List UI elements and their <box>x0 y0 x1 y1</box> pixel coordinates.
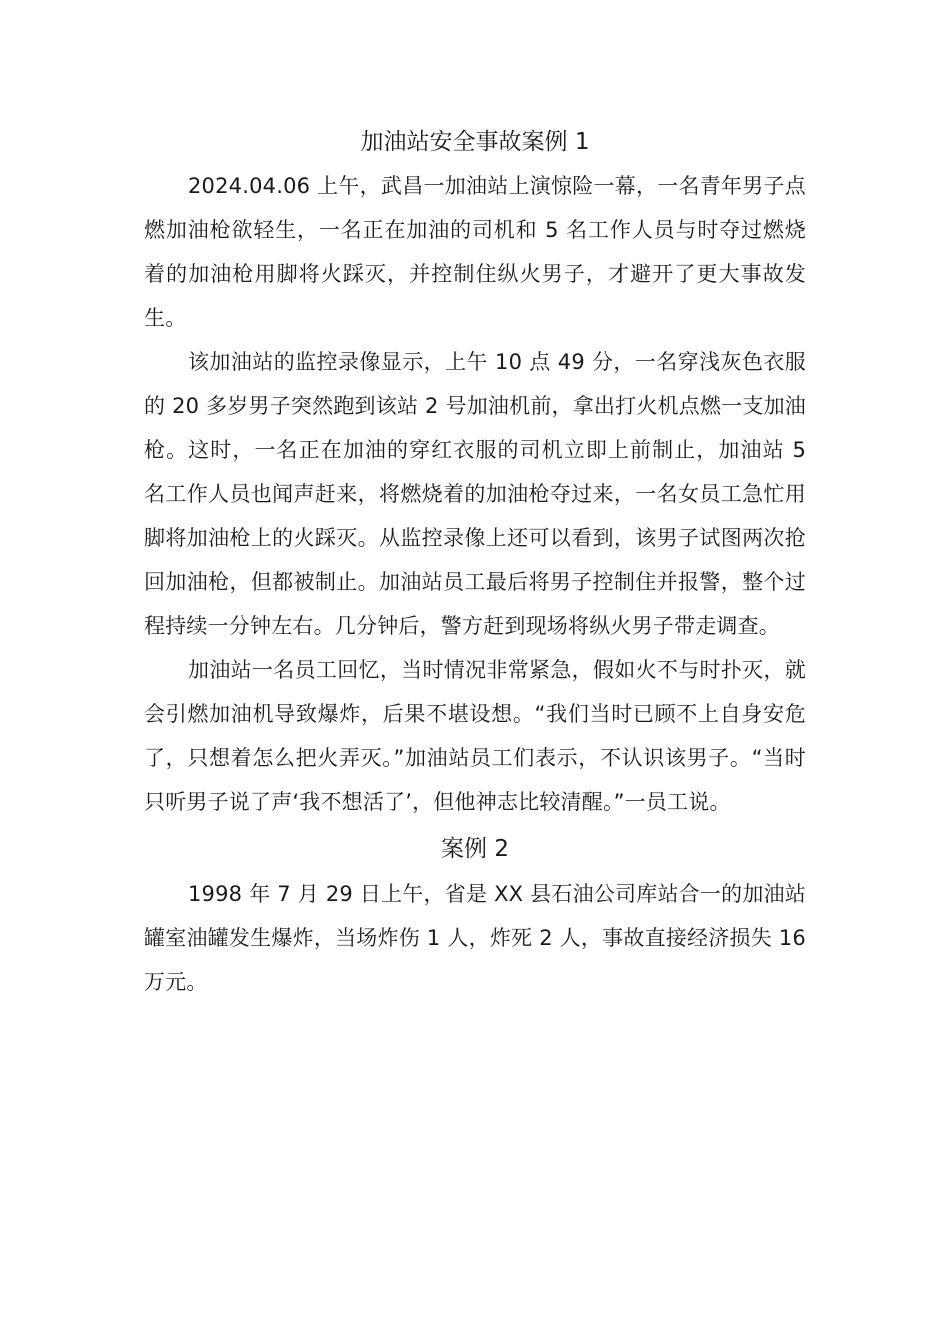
case1-paragraph-3: 加油站一名员工回忆，当时情况非常紧急，假如火不与时扑灭，就会引燃加油机导致爆炸，后果不堪设想。“我们当时已顾不上自身安危了，只想着怎么把火弄灭。”加油站员工们表示，不认识该男子。“当时只听男子说了声‘我不想活了’，但他神志比较清醒。”一员工说。 <box>144 658 806 814</box>
document-title: 加油站安全事故案例 1 <box>360 129 590 155</box>
case2-title: 案例 2 <box>441 836 509 862</box>
document-body <box>144 120 806 1004</box>
case1-paragraph-1: 2024.04.06 上午，武昌一加油站上演惊险一幕，一名青年男子点燃加油枪欲轻生，一名正在加油的司机和 5 名工作人员与时夺过燃烧着的加油枪用脚将火踩灭，并控制住纵火男子，才避开了更大事故发生。 <box>144 174 806 330</box>
case1-paragraph-2: 该加油站的监控录像显示，上午 10 点 49 分，一名穿浅灰色衣服的 20 多岁男子突然跑到该站 2 号加油机前，拿出打火机点燃一支加油枪。这时，一名正在加油的穿红衣服的司机立即上前制止，加油站 5 名工作人员也闻声赶来，将燃烧着的加油枪夺过来，一名女员工急忙用脚将加油枪上的火踩灭。从监控录像上还可以看到，该男子试图两次抢回加油枪，但都被制止。加油站员工最后将男子控制住并报警，整个过程持续一分钟左右。几分钟后，警方赶到现场将纵火男子带走调查。 <box>144 350 806 638</box>
case2-paragraph-1: 1998 年 7 月 29 日上午，省是 XX 县石油公司库站合一的加油站罐室油罐发生爆炸，当场炸伤 1 人，炸死 2 人，事故直接经济损失 16 万元。 <box>144 882 806 994</box>
